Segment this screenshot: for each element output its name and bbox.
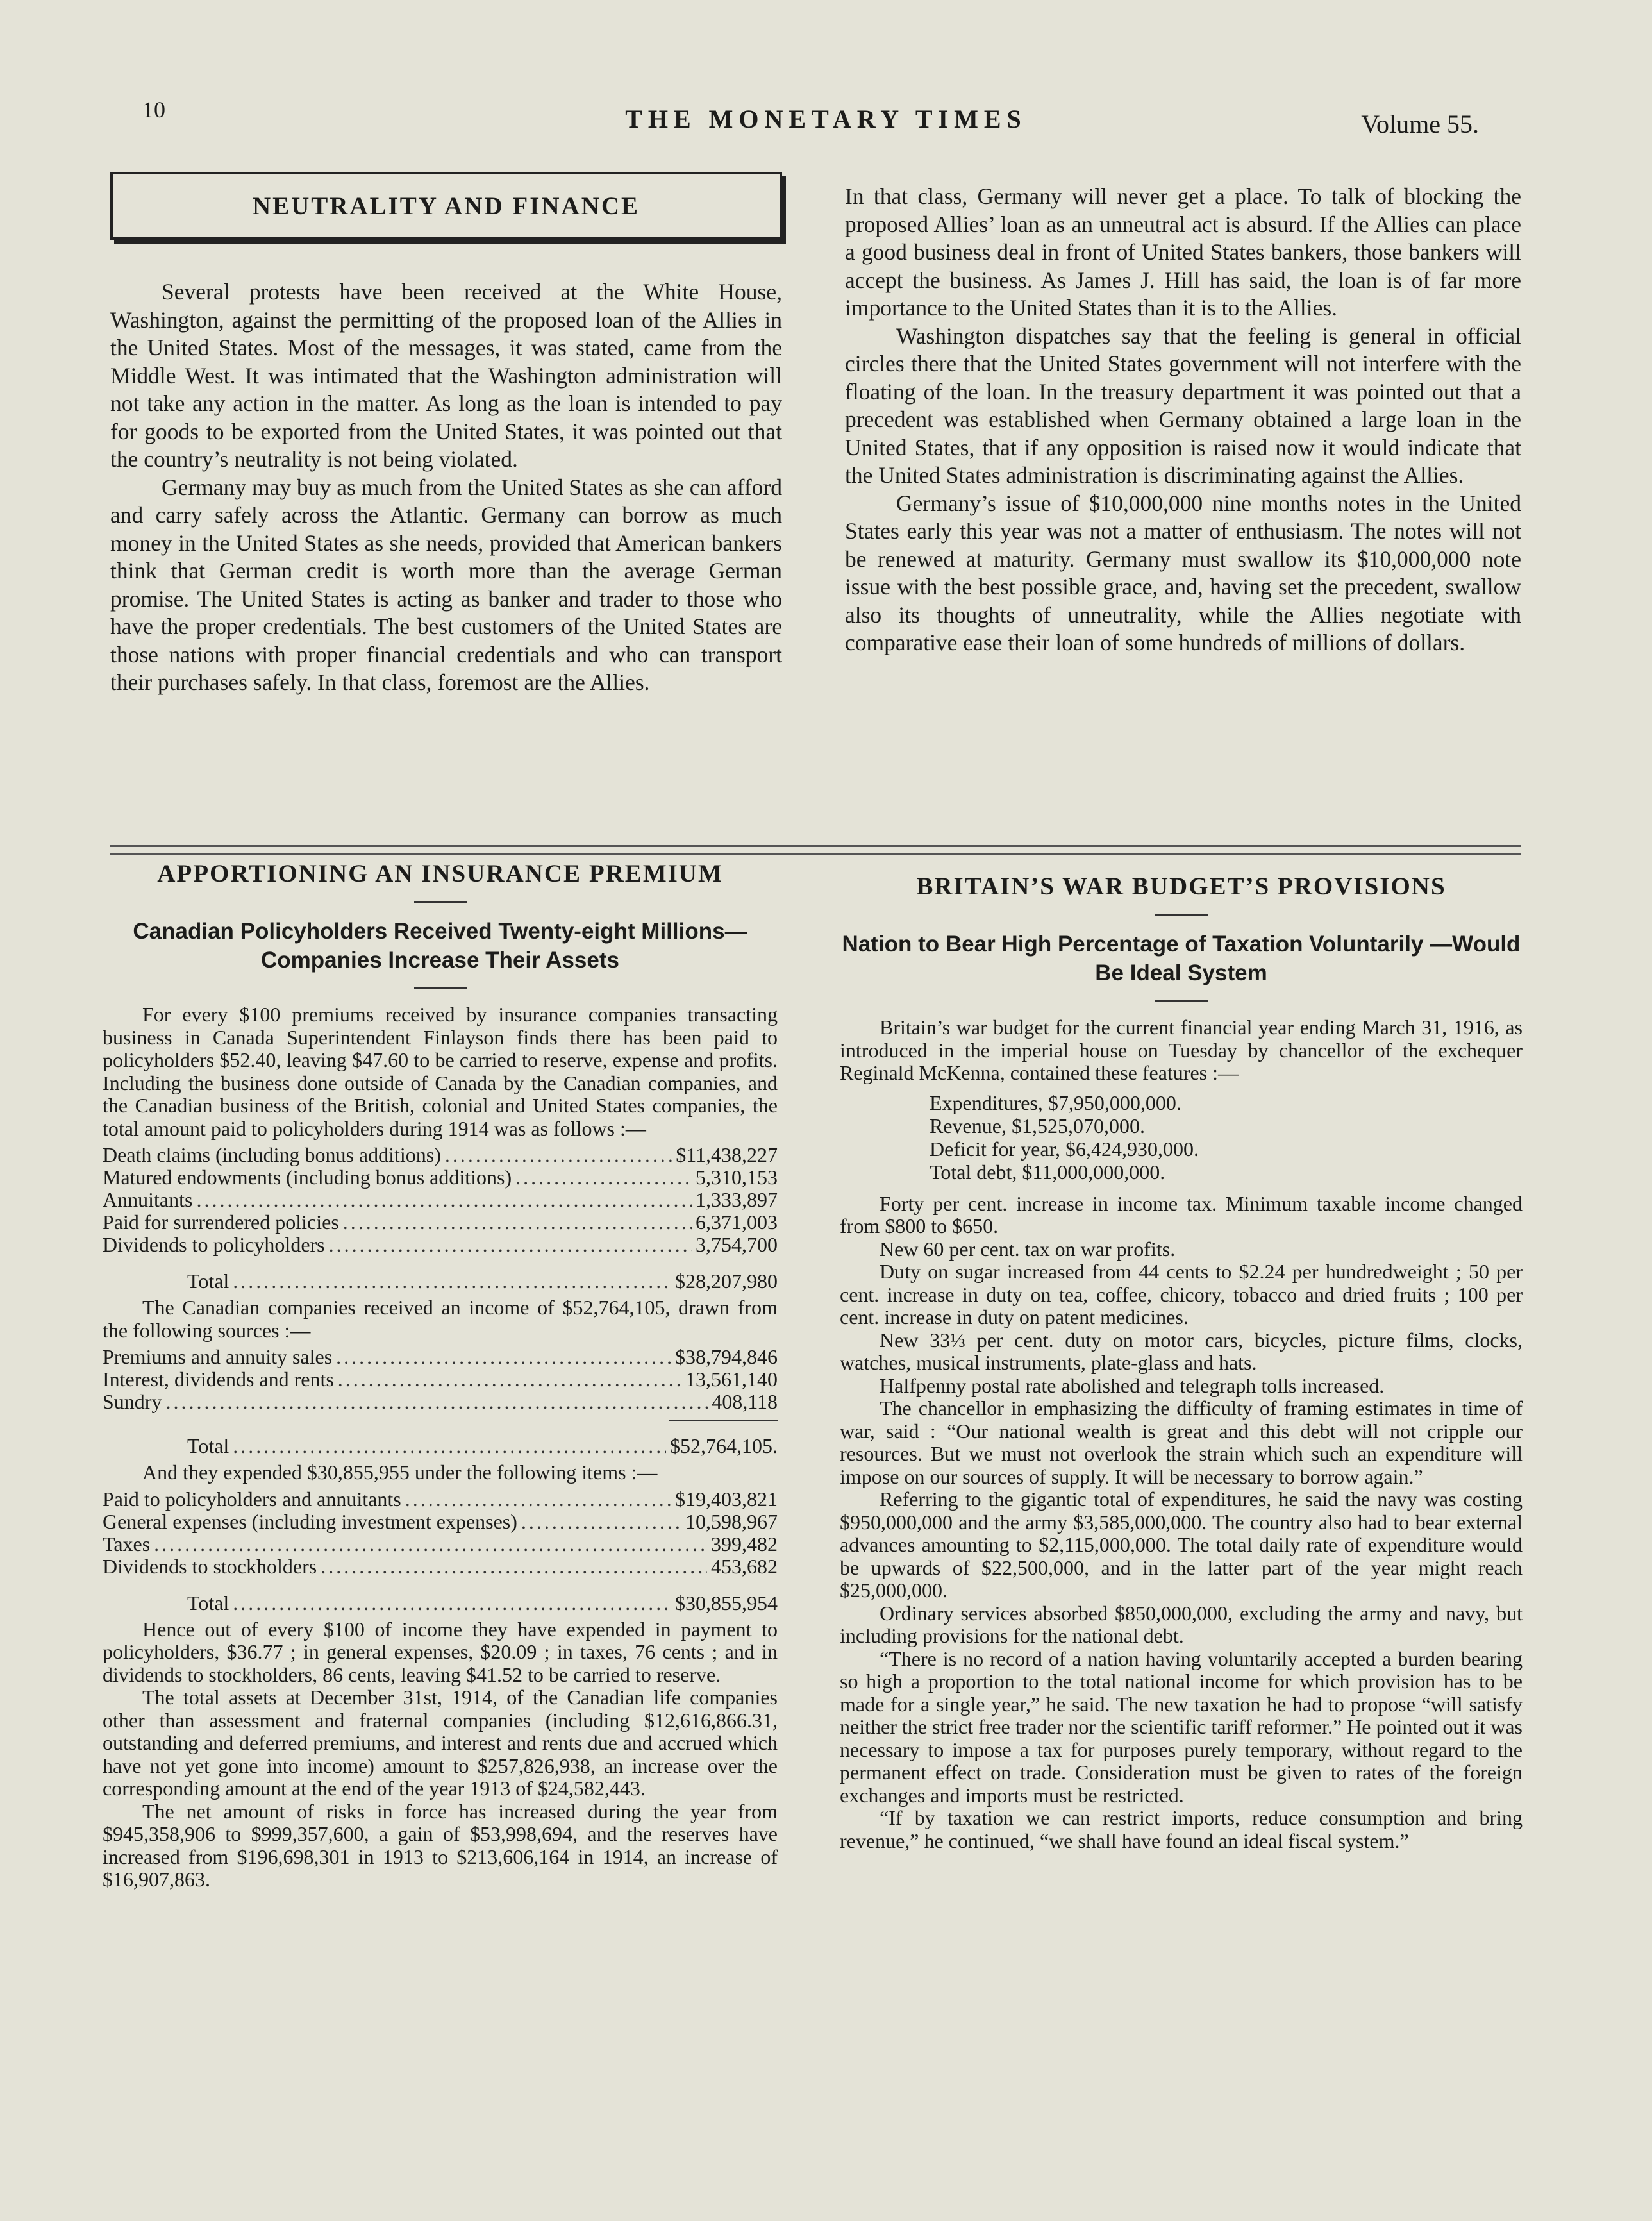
title-rule	[1155, 914, 1208, 916]
title-rule	[414, 901, 467, 903]
budget-paragraph: Ordinary services absorbed $850,000,000, excluding the army and navy, but including provisions for the national debt.	[840, 1601, 1523, 1647]
insurance-title: APPORTIONING AN INSURANCE PREMIUM	[157, 860, 723, 887]
paid-ledger	[103, 1144, 778, 1293]
neutrality-paragraph: In that class, Germany will never get a place. To talk of blocking the proposed Allies’ loan as an unneutral act is absurd. If the Allies can place a good business deal in front of United States bankers, those bankers will accept the business. As James J. Hill has said, the loan is of far more importance to the United States than it is to the Allies.	[845, 183, 1521, 321]
ledger-row: Death claims (including bonus additions) ..... $11,438,227	[103, 1144, 778, 1166]
neutrality-paragraph: Germany may buy as much from the United States as she can afford and carry safely across the Atlantic. Germany can borrow as much money in the United States as she needs, provided that American bankers think that German credit is worth more than the average German promise. The United States is acting as banker and trader to those who have the proper credentials. The best customers of the United States are those nations with proper financial credentials and who can transport their purchases safely. In that class, foremost are the Allies.	[110, 474, 782, 695]
neutrality-right-column	[845, 183, 1521, 657]
insurance-article	[103, 859, 778, 1891]
insurance-paragraph: The total assets at December 31st, 1914, of the Canadian life companies other than assessment and fraternal companies (including $12,616,866.31, outstanding and deferred premiums, and interest and rents due and accrued which have not yet gone into income) amount to $257,826,938, an increase over the corresponding amount at the end of the year 1913 of $24,582,443.	[103, 1686, 778, 1800]
budget-paragraph: “There is no record of a nation having voluntarily accepted a burden bearing so high a proportion to the total national income for which provision has to be made for a single year,” he said. The new taxation he had to propose “will satisfy neither the strict free trader nor the scientific tariff reformer.” He pointed out it was necessary to impose a tax for purposes purely temporary, without regard to the permanent effect on trade. Consideration must be given to rates of the foreign exchanges and imports must be restricted.	[840, 1647, 1523, 1807]
ledger-row: Matured endowments (including bonus additions) ..... 5,310,153	[103, 1166, 778, 1189]
neutrality-title: NEUTRALITY AND FINANCE	[110, 172, 782, 240]
page-number: 10	[142, 97, 165, 122]
budget-title: BRITAIN’S WAR BUDGET’S PROVISIONS	[916, 873, 1446, 900]
income-ledger	[103, 1346, 778, 1457]
neutrality-paragraph: Germany’s issue of $10,000,000 nine months notes in the United States early this year was not a matter of enthusiasm. The notes will not be renewed at maturity. Germany must swallow its $10,000,000 note issue with the best possible grace, and, having set the precedent, swallow also its thoughts of unneutrality, while the Allies negotiate with comparative ease their loan of some hundreds of millions of dollars.	[845, 490, 1521, 655]
budget-paragraph: Forty per cent. increase in income tax. Minimum taxable income changed from $800 to $650.	[840, 1191, 1523, 1237]
neutrality-paragraph: Several protests have been received at the White House, Washington, against the permitting of the proposed loan of the Allies in the United States. Most of the messages, it was stated, came from the Middle West. It was intimated that the Washington administration will not take any action in the matter. As long as the loan is intended to pay for goods to be exported from the United States, it was pointed out that the country’s neutrality is not being violated.	[110, 279, 782, 472]
budget-subtitle: Nation to Bear High Percentage of Taxation Voluntarily —Would Be Ideal System	[842, 932, 1521, 985]
budget-features	[930, 1091, 1523, 1184]
insurance-paragraph: Hence out of every $100 of income they have expended in payment to policyholders, $36.77 ; in general expenses, $20.09 ; in taxes, 76 cents ; and in dividends to stockholders, 86 cents, leaving $41.52 to be carried to reserve.	[103, 1617, 778, 1686]
section-divider	[110, 845, 1521, 855]
budget-paragraph: Referring to the gigantic total of expenditures, he said the navy was costing $950,000,000 and the army $3,585,000,000. The country also had to bear external advances amounting to $2,115,000,000. The total daily rate of expenditure would be upwards of $22,500,000, and in the latter part of the year might reach $25,000,000.	[840, 1488, 1523, 1602]
ledger-row: General expenses (including investment expenses) ..... 10,598,967	[103, 1511, 778, 1533]
expend-intro: And they expended $30,855,955 under the following items :—	[142, 1461, 658, 1484]
ledger-row: Annuitants ..... 1,333,897	[103, 1189, 778, 1211]
budget-article	[840, 872, 1523, 1852]
neutrality-paragraph: Washington dispatches say that the feeling is general in official circles there that the United States government will not interfere with the floating of the loan. In the treasury department it was pointed out that a precedent was established when Germany obtained a large loan in the United States, that if any opposition is raised now it would indicate that the United States administration is discriminating against the Allies.	[845, 323, 1521, 488]
insurance-paragraph: The net amount of risks in force has increased during the year from $945,358,906 to $999,357,600, a gain of $53,998,694, and the reserves have increased from $196,698,301 in 1913 to $213,606,164 in 1914, an increase of $16,907,863.	[103, 1799, 778, 1891]
insurance-intro: For every $100 premiums received by insurance companies transacting business in Canada Superintendent Finlayson finds there has been paid to policyholders $52.40, leaving $47.60 to be carried to reserve, expense and profits. Including the business done outside of Canada by the Canadian companies, and the Canadian business of the British, colonial and United States companies, the total amount paid to policyholders during 1914 was as follows :—	[103, 1003, 778, 1140]
ledger-row: Taxes ..... 399,482	[103, 1533, 778, 1555]
budget-paragraph: The chancellor in emphasizing the difficulty of framing estimates in time of war, said : “Our national wealth is great and this debt will not cripple our resources. But we must not overlook the strain which such an expenditure will impose on our sources of supply. It will be necessary to borrow again.”	[840, 1396, 1523, 1488]
ledger-row: Dividends to stockholders ..... 453,682	[103, 1555, 778, 1578]
feature-line: Expenditures, $7,950,000,000.	[930, 1091, 1181, 1114]
ledger-row: Paid to policyholders and annuitants ..... $19,403,821	[103, 1488, 778, 1511]
subtitle-rule	[1155, 1000, 1208, 1002]
budget-paragraph: Duty on sugar increased from 44 cents to $2.24 per hundredweight ; 50 per cent. increase in duty on tea, coffee, chicory, tobacco and dried fruits ; 100 per cent. increase in duty on patent medicines.	[840, 1260, 1523, 1328]
budget-paragraph: New 60 per cent. tax on war profits.	[880, 1237, 1176, 1261]
subtitle-rule	[414, 987, 467, 989]
ledger-row: Premiums and annuity sales ..... $38,794,846	[103, 1346, 778, 1368]
ledger-total-row: Total ..... $52,764,105.	[103, 1435, 778, 1457]
ledger-row: Sundry ..... 408,118	[103, 1391, 778, 1413]
ledger-row: Interest, dividends and rents ..... 13,561,140	[103, 1368, 778, 1391]
neutrality-left-column	[110, 172, 782, 697]
sum-line	[669, 1420, 778, 1421]
budget-paragraph: New 33⅓ per cent. duty on motor cars, bicycles, picture films, clocks, watches, musical instruments, plate-glass and hats.	[840, 1328, 1523, 1374]
ledger-row: Dividends to policyholders ..... 3,754,700	[103, 1234, 778, 1256]
ledger-total-row: Total ..... $28,207,980	[103, 1270, 778, 1293]
budget-paragraph: “If by taxation we can restrict imports, reduce consumption and bring revenue,” he continued, “we shall have found an ideal fiscal system.”	[840, 1806, 1523, 1852]
publication-title: THE MONETARY TIMES	[625, 105, 1027, 133]
ledger-row: Paid for surrendered policies ..... 6,371,003	[103, 1211, 778, 1234]
insurance-subtitle: Canadian Policyholders Received Twenty-eight Millions—Companies Increase Their Assets	[133, 919, 747, 973]
feature-line: Revenue, $1,525,070,000.	[930, 1114, 1145, 1137]
feature-line: Deficit for year, $6,424,930,000.	[930, 1137, 1199, 1161]
volume-label: Volume 55.	[1361, 110, 1479, 138]
expend-ledger	[103, 1488, 778, 1614]
budget-intro: Britain’s war budget for the current financial year ending March 31, 1916, as introduced in the imperial house on Tuesday by chancellor of the exchequer Reginald McKenna, contained these features :—	[840, 1016, 1523, 1084]
ledger-total-row: Total ..... $30,855,954	[103, 1592, 778, 1614]
income-intro: The Canadian companies received an income of $52,764,105, drawn from the following sources :—	[103, 1296, 778, 1342]
budget-paragraph: Halfpenny postal rate abolished and telegraph tolls increased.	[880, 1373, 1385, 1397]
feature-line: Total debt, $11,000,000,000.	[930, 1160, 1165, 1184]
